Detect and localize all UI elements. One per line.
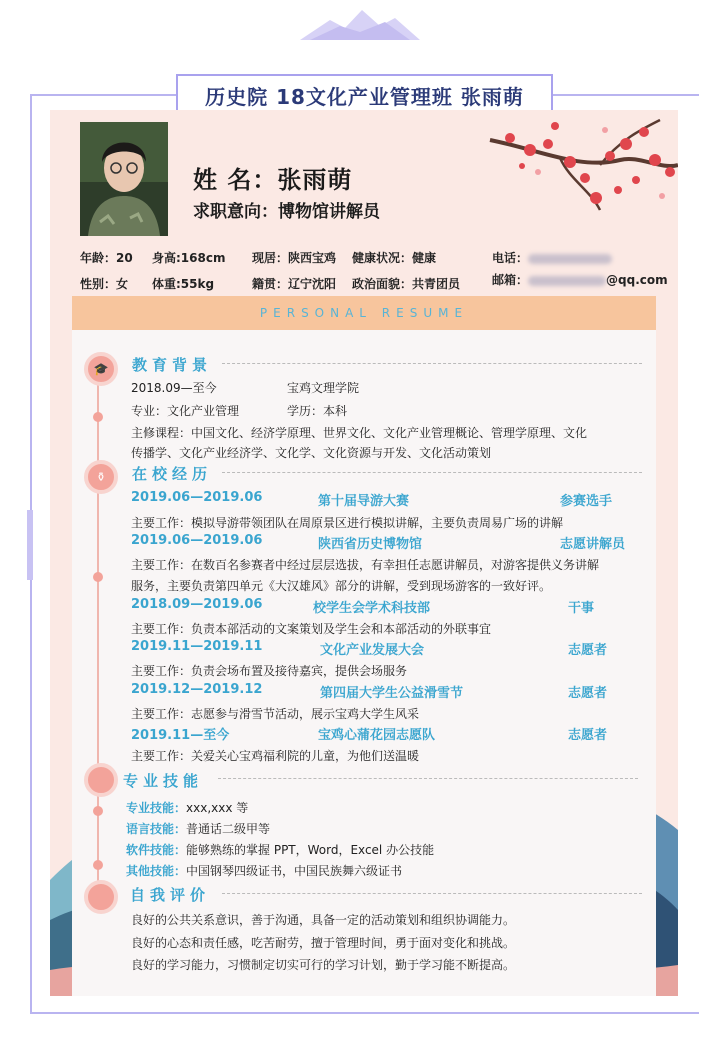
skill-value: 普通话二级甲等 — [186, 822, 271, 836]
exp-role: 参赛选手 — [560, 494, 613, 509]
medal-icon: ⚱ — [84, 460, 118, 494]
name-line: 姓 名：张雨萌 — [193, 166, 353, 194]
skill-label: 专业技能： — [126, 801, 187, 815]
native-place: 籍贯：辽宁沈阳 — [252, 277, 337, 291]
section-divider — [222, 363, 642, 364]
plum-blossom-decoration — [450, 110, 678, 230]
gender: 性别：女 — [80, 277, 129, 291]
exp-role: 干事 — [568, 601, 595, 616]
email-suffix: @qq.com — [606, 273, 668, 287]
self-eval-title: 自我评价 — [130, 886, 211, 904]
section-divider — [222, 472, 642, 473]
timeline-dot — [93, 806, 103, 816]
email-redacted — [528, 276, 606, 286]
skill-label: 其他技能： — [126, 864, 187, 878]
weight: 体重:55kg — [152, 277, 215, 291]
job-intent: 求职意向：博物馆讲解员 — [193, 202, 380, 222]
section-divider — [218, 778, 638, 779]
age: 年龄：20 — [80, 251, 133, 265]
frame-line-top-right — [553, 94, 699, 96]
exp-desc: 主要工作：模拟导游带领团队在周原景区进行模拟讲解，主要负责周易广场的讲解 — [131, 516, 564, 530]
residence: 现居：陕西宝鸡 — [252, 251, 337, 265]
edu-courses-cont: 传播学、文化产业经济学、文化学、文化资源与开发、文化活动策划 — [131, 446, 492, 460]
self-eval-line: 良好的心态和责任感，吃苦耐劳，擅于管理时间，勇于面对变化和挑战。 — [131, 936, 516, 950]
exp-org: 校学生会学术科技部 — [313, 601, 431, 616]
section-divider — [222, 893, 642, 894]
skill-row — [126, 799, 248, 816]
frame-line-bottom — [30, 1012, 699, 1014]
education-title: 教育背景 — [132, 356, 213, 374]
skills-title: 专业技能 — [123, 772, 204, 790]
personal-resume-bar: PERSONAL RESUME — [72, 296, 656, 330]
exp-role: 志愿者 — [568, 728, 608, 743]
exp-date: 2019.06—2019.06 — [131, 490, 263, 505]
evaluation-icon — [84, 880, 118, 914]
health-status: 健康状况：健康 — [352, 251, 437, 265]
phone — [492, 249, 612, 266]
exp-date: 2019.11—至今 — [131, 728, 230, 743]
profile-photo — [80, 122, 168, 236]
exp-date: 2019.11—2019.11 — [131, 639, 263, 654]
edu-courses: 主修课程：中国文化、经济学原理、世界文化、文化产业管理概论、管理学原理、文化 — [131, 426, 588, 440]
skill-label: 软件技能： — [126, 843, 187, 857]
height: 身高:168cm — [152, 251, 226, 265]
exp-org: 第十届导游大赛 — [318, 494, 410, 509]
page-banner: 历史院 18文化产业管理班 张雨萌 — [176, 74, 553, 116]
exp-org: 第四届大学生公益滑雪节 — [320, 686, 464, 701]
exp-org: 宝鸡心蒲花园志愿队 — [318, 728, 436, 743]
campus-title: 在校经历 — [132, 465, 213, 483]
exp-role: 志愿者 — [568, 643, 608, 658]
exp-org: 陕西省历史博物馆 — [318, 537, 423, 552]
exp-desc-cont: 服务，主要负责第四单元《大汉雄风》部分的讲解，受到现场游客的一致好评。 — [131, 579, 552, 593]
exp-date: 2019.06—2019.06 — [131, 533, 263, 548]
exp-date: 2018.09—2019.06 — [131, 597, 263, 612]
timeline-dot — [93, 572, 103, 582]
self-eval-line: 良好的学习能力，习惯制定切实可行的学习计划，勤于学习能不断提高。 — [131, 958, 516, 972]
skills-icon — [84, 763, 118, 797]
self-eval-line: 良好的公共关系意识，善于沟通，具备一定的活动策划和组织协调能力。 — [131, 913, 516, 927]
timeline-line — [97, 360, 99, 905]
exp-date: 2019.12—2019.12 — [131, 682, 263, 697]
edu-school: 宝鸡文理学院 — [287, 381, 360, 395]
exp-org: 文化产业发展大会 — [320, 643, 425, 658]
email — [492, 271, 668, 288]
political-status: 政治面貌：共青团员 — [352, 277, 461, 291]
skill-value: 能够熟练的掌握 PPT，Word，Excel 办公技能 — [186, 843, 435, 857]
skill-value: 中国钢琴四级证书，中国民族舞六级证书 — [186, 864, 403, 878]
skill-row — [126, 862, 402, 879]
timeline-dot — [93, 412, 103, 422]
skill-row — [126, 841, 434, 858]
exp-desc: 主要工作：负责会场布置及接待嘉宾，提供会场服务 — [131, 664, 408, 678]
phone-label: 电话： — [492, 251, 529, 265]
timeline-dot — [93, 860, 103, 870]
frame-accent-left — [27, 510, 33, 580]
phone-redacted — [528, 254, 612, 264]
skill-row — [126, 820, 270, 837]
edu-period: 2018.09—至今 — [131, 381, 217, 395]
top-mountain-decoration — [300, 6, 420, 44]
frame-line-top — [30, 94, 176, 96]
exp-desc: 主要工作：负责本部活动的文案策划及学生会和本部活动的外联事宜 — [131, 622, 492, 636]
exp-desc: 主要工作：志愿参与滑雪节活动，展示宝鸡大学生风采 — [131, 707, 420, 721]
skill-label: 语言技能： — [126, 822, 187, 836]
email-label: 邮箱： — [492, 273, 529, 287]
exp-desc: 主要工作：在数百名参赛者中经过层层选拔，有幸担任志愿讲解员，对游客提供义务讲解 — [131, 558, 600, 572]
edu-degree: 学历：本科 — [287, 404, 348, 418]
exp-role: 志愿讲解员 — [560, 537, 626, 552]
graduation-cap-icon: 🎓 — [84, 352, 118, 386]
exp-role: 志愿者 — [568, 686, 608, 701]
exp-desc: 主要工作：关爱关心宝鸡福利院的儿童，为他们送温暖 — [131, 749, 420, 763]
edu-major: 专业：文化产业管理 — [131, 404, 240, 418]
skill-value: xxx,xxx 等 — [186, 801, 249, 815]
